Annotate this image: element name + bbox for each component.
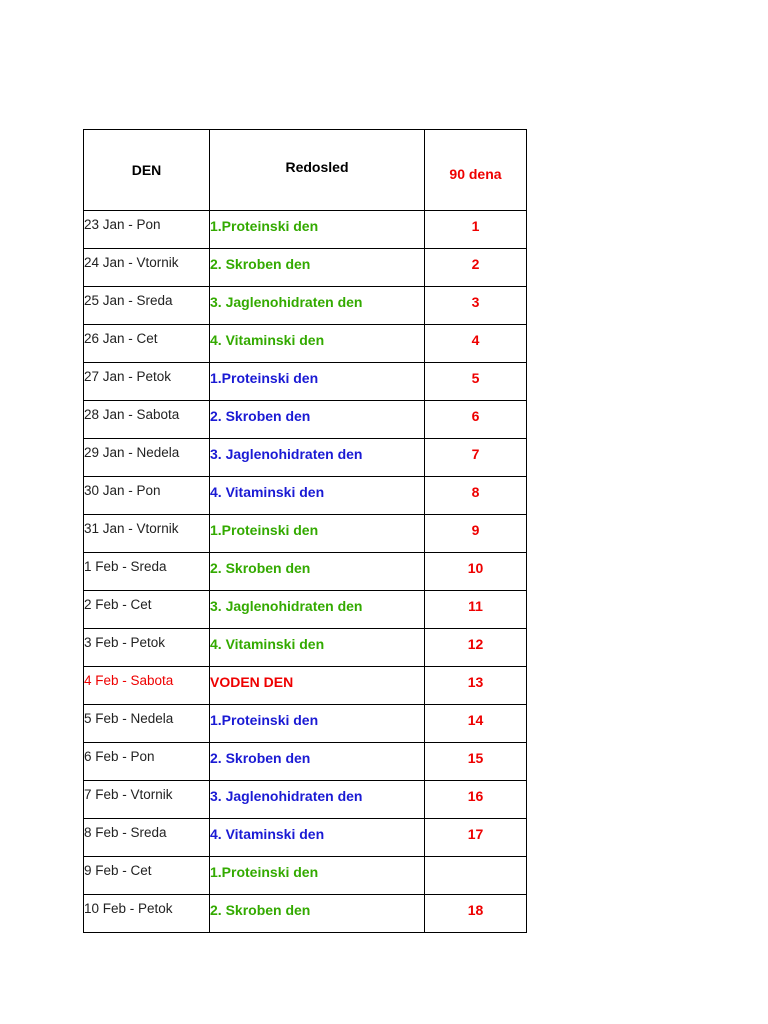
row-date: 31 Jan - Vtornik [84,515,210,553]
header-order: Redosled [210,130,425,211]
row-day-number: 16 [425,781,527,819]
row-diet-step: VODEN DEN [210,667,425,705]
row-diet-step: 2. Skroben den [210,743,425,781]
row-date: 3 Feb - Petok [84,629,210,667]
row-day-number: 1 [425,211,527,249]
row-day-number: 2 [425,249,527,287]
table-row [84,819,527,857]
row-day-number: 18 [425,895,527,933]
row-diet-step: 4. Vitaminski den [210,325,425,363]
table-row [84,553,527,591]
table-row [84,629,527,667]
row-day-number: 7 [425,439,527,477]
row-day-number: 8 [425,477,527,515]
table-row [84,591,527,629]
row-date: 6 Feb - Pon [84,743,210,781]
row-diet-step: 1.Proteinski den [210,705,425,743]
row-date: 28 Jan - Sabota [84,401,210,439]
row-date: 23 Jan - Pon [84,211,210,249]
row-day-number: 13 [425,667,527,705]
row-diet-step: 4. Vitaminski den [210,629,425,667]
row-date: 27 Jan - Petok [84,363,210,401]
row-diet-step: 1.Proteinski den [210,515,425,553]
header-row [84,130,527,211]
row-diet-step: 4. Vitaminski den [210,819,425,857]
row-date: 2 Feb - Cet [84,591,210,629]
row-diet-step: 2. Skroben den [210,553,425,591]
row-date: 9 Feb - Cet [84,857,210,895]
row-day-number: 6 [425,401,527,439]
table-body [84,211,527,933]
header-day-count: 90 dena [425,130,527,211]
row-diet-step: 1.Proteinski den [210,211,425,249]
row-day-number [425,857,527,895]
row-date: 8 Feb - Sreda [84,819,210,857]
table-row [84,249,527,287]
table-row [84,705,527,743]
diet-schedule-table [83,129,527,933]
row-day-number: 10 [425,553,527,591]
row-day-number: 3 [425,287,527,325]
header-day: DEN [84,130,210,211]
row-date: 1 Feb - Sreda [84,553,210,591]
row-diet-step: 4. Vitaminski den [210,477,425,515]
row-day-number: 5 [425,363,527,401]
table-row [84,401,527,439]
row-day-number: 15 [425,743,527,781]
row-date: 30 Jan - Pon [84,477,210,515]
row-diet-step: 3. Jaglenohidraten den [210,439,425,477]
table-row [84,895,527,933]
row-diet-step: 3. Jaglenohidraten den [210,781,425,819]
row-diet-step: 3. Jaglenohidraten den [210,591,425,629]
row-day-number: 9 [425,515,527,553]
table-row [84,781,527,819]
row-diet-step: 2. Skroben den [210,895,425,933]
table-row [84,743,527,781]
row-date: 24 Jan - Vtornik [84,249,210,287]
table-row [84,477,527,515]
row-date: 26 Jan - Cet [84,325,210,363]
row-day-number: 14 [425,705,527,743]
table-row [84,325,527,363]
table-row [84,667,527,705]
row-date: 5 Feb - Nedela [84,705,210,743]
table-header [84,130,527,211]
row-diet-step: 1.Proteinski den [210,857,425,895]
table-row [84,287,527,325]
row-diet-step: 3. Jaglenohidraten den [210,287,425,325]
row-date: 7 Feb - Vtornik [84,781,210,819]
row-date: 4 Feb - Sabota [84,667,210,705]
row-diet-step: 2. Skroben den [210,249,425,287]
table-row [84,515,527,553]
row-diet-step: 1.Proteinski den [210,363,425,401]
table-row [84,363,527,401]
table-row [84,211,527,249]
row-date: 10 Feb - Petok [84,895,210,933]
row-date: 25 Jan - Sreda [84,287,210,325]
row-day-number: 12 [425,629,527,667]
row-day-number: 4 [425,325,527,363]
row-day-number: 11 [425,591,527,629]
table-row [84,439,527,477]
table-row [84,857,527,895]
row-date: 29 Jan - Nedela [84,439,210,477]
row-diet-step: 2. Skroben den [210,401,425,439]
row-day-number: 17 [425,819,527,857]
